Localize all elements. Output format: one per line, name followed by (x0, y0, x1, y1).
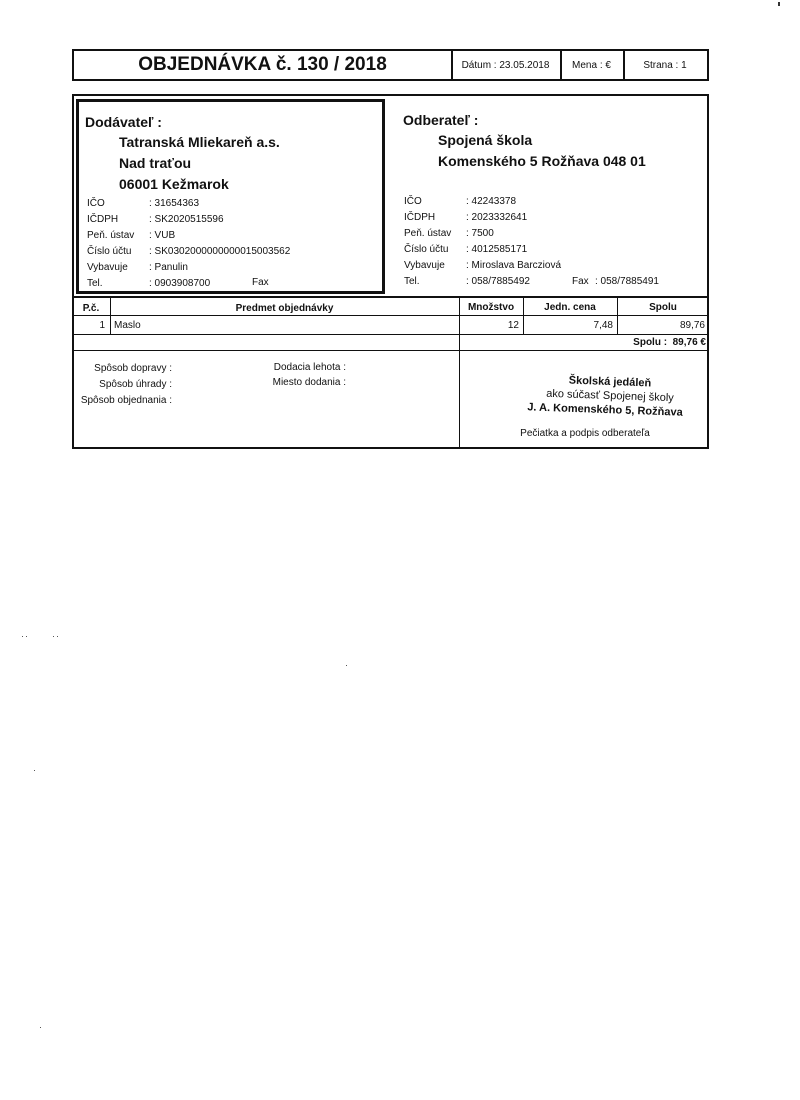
scan-speck (26, 636, 27, 637)
row-unit-price: 7,48 (593, 320, 613, 331)
supplier-field-value: : 0903908700 (149, 278, 211, 289)
column-header-unit-price: Jedn. cena (544, 302, 596, 313)
supplier-field-value: : SK2020515596 (149, 214, 224, 225)
scan-speck (53, 636, 54, 637)
customer-field-value: : 7500 (466, 228, 494, 239)
table-header-rule (72, 315, 709, 316)
customer-field-label: Číslo účtu (404, 244, 449, 255)
date-cell (451, 49, 562, 81)
customer-fax-label: Fax (572, 276, 589, 287)
currency-cell (560, 49, 625, 81)
supplier-name: Tatranská Mliekareň a.s. (119, 134, 280, 150)
supplier-city: 06001 Kežmarok (119, 176, 229, 192)
scan-speck (57, 636, 58, 637)
delivery-place-label: Miesto dodania : (272, 377, 346, 388)
scan-speck (22, 636, 23, 637)
supplier-field-label: IČO (87, 198, 105, 209)
supplier-field-value: : 31654363 (149, 198, 200, 209)
stamp-line-2: ako súčasť Spojenej školy (546, 387, 674, 405)
customer-field-value: : 058/7885492 (466, 276, 530, 287)
sum-label: Spolu : (633, 337, 668, 348)
supplier-field-label: Vybavuje (87, 262, 128, 273)
customer-field-label: Peň. ústav (404, 228, 452, 239)
customer-address: Komenského 5 Rožňava 048 01 (438, 153, 646, 169)
row-number: 1 (99, 320, 105, 331)
column-header-subject: Predmet objednávky (235, 303, 334, 314)
signature-caption: Pečiatka a podpis odberateľa (520, 428, 650, 439)
transport-label: Spôsob dopravy : (94, 363, 172, 374)
supplier-street: Nad traťou (119, 155, 192, 171)
column-header-quantity: Množstvo (467, 302, 515, 313)
column-header-number: P.č. (82, 303, 100, 314)
table-row-rule (72, 334, 709, 335)
supplier-field-label: IČDPH (87, 214, 119, 225)
customer-fax-value: : 058/7885491 (595, 276, 659, 287)
order-sum (600, 337, 706, 348)
scan-speck (346, 665, 347, 666)
supplier-fax-label: Fax (252, 277, 269, 288)
customer-field-value: : 4012585171 (466, 244, 528, 255)
scan-speck (40, 1027, 41, 1028)
customer-label: Odberateľ : (403, 112, 479, 128)
supplier-field-label: Peň. ústav (87, 230, 135, 241)
table-sum-rule (72, 350, 709, 351)
supplier-field-value: : Panulin (149, 262, 188, 273)
customer-field-label: IČO (404, 196, 422, 207)
order-currency: Mena : € (572, 59, 611, 71)
row-total: 89,76 (679, 320, 705, 331)
page-cell (623, 49, 709, 81)
customer-field-label: IČDPH (404, 212, 436, 223)
supplier-field-label: Číslo účtu (87, 246, 132, 257)
customer-field-label: Vybavuje (404, 260, 445, 271)
column-header-total: Spolu (649, 302, 677, 313)
row-subject: Maslo (114, 320, 141, 331)
stamp-line-1: Školská jedáleň (568, 374, 652, 390)
customer-name: Spojená škola (438, 132, 533, 148)
customer-field-value: : 2023332641 (466, 212, 528, 223)
supplier-label: Dodávateľ : (85, 114, 162, 130)
delivery-deadline-label: Dodacia lehota : (273, 362, 346, 373)
scan-speck (778, 2, 780, 6)
order-title-cell (72, 49, 453, 81)
sum-value: 89,76 € (672, 337, 706, 348)
scan-speck (34, 770, 35, 771)
customer-field-value: : Miroslava Barcziová (466, 260, 562, 271)
stamp-line-3: J. A. Komenského 5, Rožňava (527, 401, 683, 419)
order-date: Dátum : 23.05.2018 (461, 59, 550, 71)
row-quantity: 12 (507, 320, 519, 331)
payment-label: Spôsob úhrady : (99, 379, 172, 390)
customer-field-label: Tel. (404, 276, 420, 287)
order-title: OBJEDNÁVKA č. 130 / 2018 (138, 54, 387, 75)
supplier-field-label: Tel. (87, 278, 103, 289)
supplier-field-value: : VUB (149, 230, 176, 241)
order-method-label: Spôsob objednania : (80, 395, 172, 406)
supplier-field-value: : SK0302000000000015003562 (149, 246, 291, 257)
customer-field-value: : 42243378 (466, 196, 517, 207)
page-number: Strana : 1 (643, 59, 687, 71)
